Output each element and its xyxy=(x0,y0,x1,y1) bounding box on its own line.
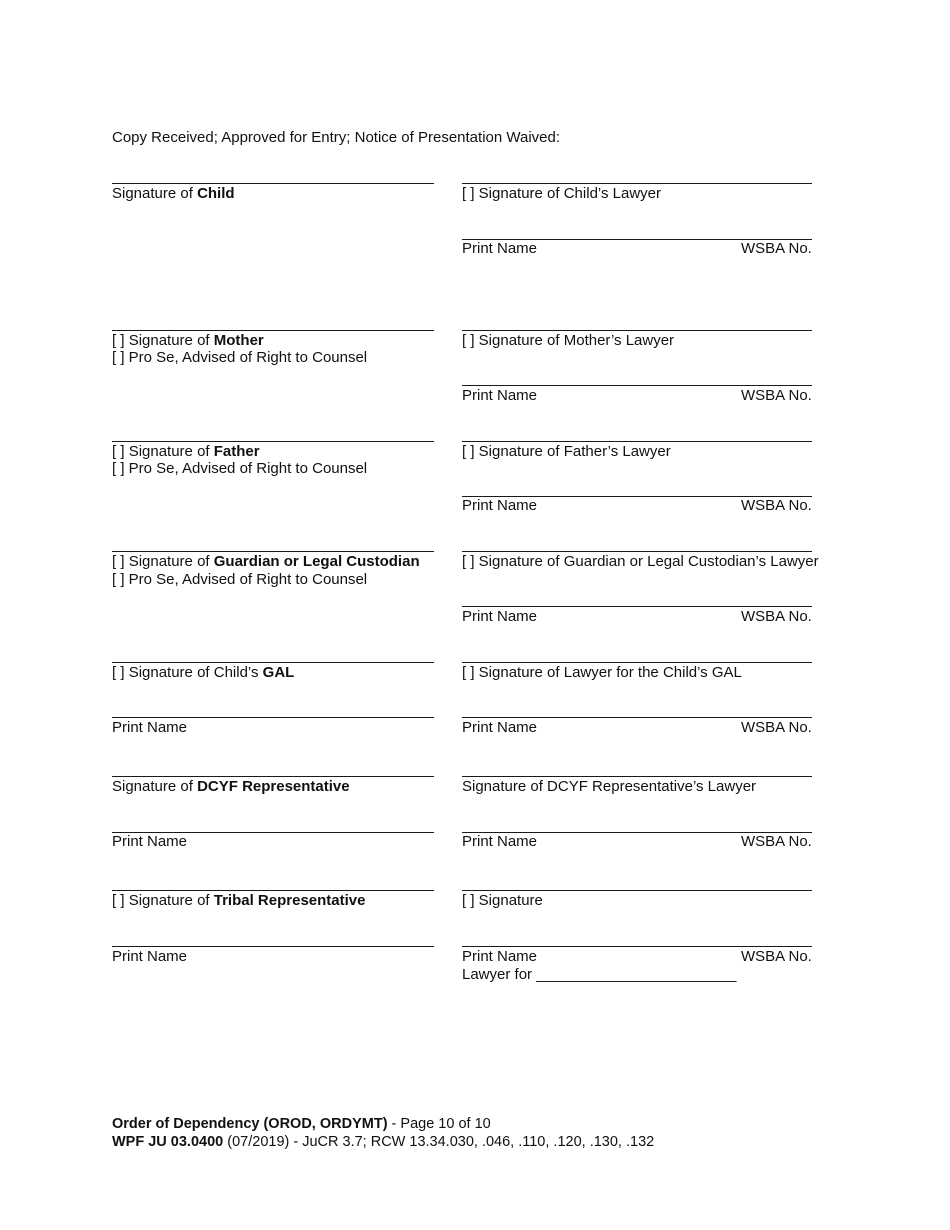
mother-signature-label: [ ] Signature of Mother xyxy=(112,332,264,349)
gal-lawyer-signature-label: [ ] Signature of Lawyer for the Child’s GAL xyxy=(462,664,742,681)
signature-line xyxy=(112,183,434,184)
print-name-label: Print Name xyxy=(112,948,188,965)
signature-line xyxy=(112,776,434,777)
signature-line xyxy=(112,551,434,552)
print-name-label: Print Name xyxy=(112,719,188,736)
footer-form-id: WPF JU 03.0400 (07/2019) - JuCR 3.7; RCW 13.34.030, .046, .110, .120, .130, .132 xyxy=(112,1134,655,1150)
print-name-label: Print Name xyxy=(462,608,538,625)
tribal-signature-label: [ ] Signature of Tribal Representative xyxy=(112,892,366,909)
dcyf-signature-label: Signature of DCYF Representative xyxy=(112,778,350,795)
father-signature-label: [ ] Signature of Father xyxy=(112,443,260,460)
print-name-line xyxy=(462,717,812,718)
signature-line xyxy=(462,183,812,184)
wsba-label: WSBA No. xyxy=(741,719,812,736)
print-name-label: Print Name xyxy=(462,948,538,965)
print-name-line xyxy=(112,717,434,718)
gal-signature-label: [ ] Signature of Child’s GAL xyxy=(112,664,295,681)
footer-title: Order of Dependency (OROD, ORDYMT) - Page 10 of 10 xyxy=(112,1116,491,1132)
signature-line xyxy=(462,330,812,331)
father-pro-se-label: [ ] Pro Se, Advised of Right to Counsel xyxy=(112,460,368,477)
guardian-lawyer-signature-label: [ ] Signature of Guardian or Legal Custodian’s Lawyer xyxy=(462,553,819,570)
signature-line xyxy=(462,441,812,442)
print-name-line xyxy=(462,946,812,947)
wsba-label: WSBA No. xyxy=(741,387,812,404)
lawyer-for-label: Lawyer for ________________________ xyxy=(462,966,737,983)
signature-line xyxy=(462,776,812,777)
mother-lawyer-signature-label: [ ] Signature of Mother’s Lawyer xyxy=(462,332,675,349)
print-name-line xyxy=(462,385,812,386)
print-name-line xyxy=(112,946,434,947)
tribal-lawyer-signature-label: [ ] Signature xyxy=(462,892,543,909)
guardian-signature-label: [ ] Signature of Guardian or Legal Custodian xyxy=(112,553,420,570)
dcyf-lawyer-signature-label: Signature of DCYF Representative’s Lawyer xyxy=(462,778,757,795)
father-lawyer-signature-label: [ ] Signature of Father’s Lawyer xyxy=(462,443,671,460)
signature-line xyxy=(462,890,812,891)
wsba-label: WSBA No. xyxy=(741,240,812,257)
guardian-pro-se-label: [ ] Pro Se, Advised of Right to Counsel xyxy=(112,571,368,588)
wsba-label: WSBA No. xyxy=(741,833,812,850)
child-signature-label: Signature of Child xyxy=(112,185,235,202)
wsba-label: WSBA No. xyxy=(741,948,812,965)
signature-line xyxy=(112,662,434,663)
child-lawyer-signature-label: [ ] Signature of Child’s Lawyer xyxy=(462,185,661,202)
print-name-label: Print Name xyxy=(462,387,538,404)
mother-pro-se-label: [ ] Pro Se, Advised of Right to Counsel xyxy=(112,349,368,366)
print-name-label: Print Name xyxy=(462,240,538,257)
print-name-line xyxy=(462,606,812,607)
print-name-label: Print Name xyxy=(112,833,188,850)
signature-line xyxy=(112,330,434,331)
signature-line xyxy=(112,890,434,891)
print-name-label: Print Name xyxy=(462,833,538,850)
signature-line xyxy=(112,441,434,442)
wsba-label: WSBA No. xyxy=(741,497,812,514)
wsba-label: WSBA No. xyxy=(741,608,812,625)
signature-line xyxy=(462,551,812,552)
print-name-label: Print Name xyxy=(462,497,538,514)
print-name-label: Print Name xyxy=(462,719,538,736)
intro-text: Copy Received; Approved for Entry; Notice of Presentation Waived: xyxy=(112,129,561,146)
signature-line xyxy=(462,662,812,663)
